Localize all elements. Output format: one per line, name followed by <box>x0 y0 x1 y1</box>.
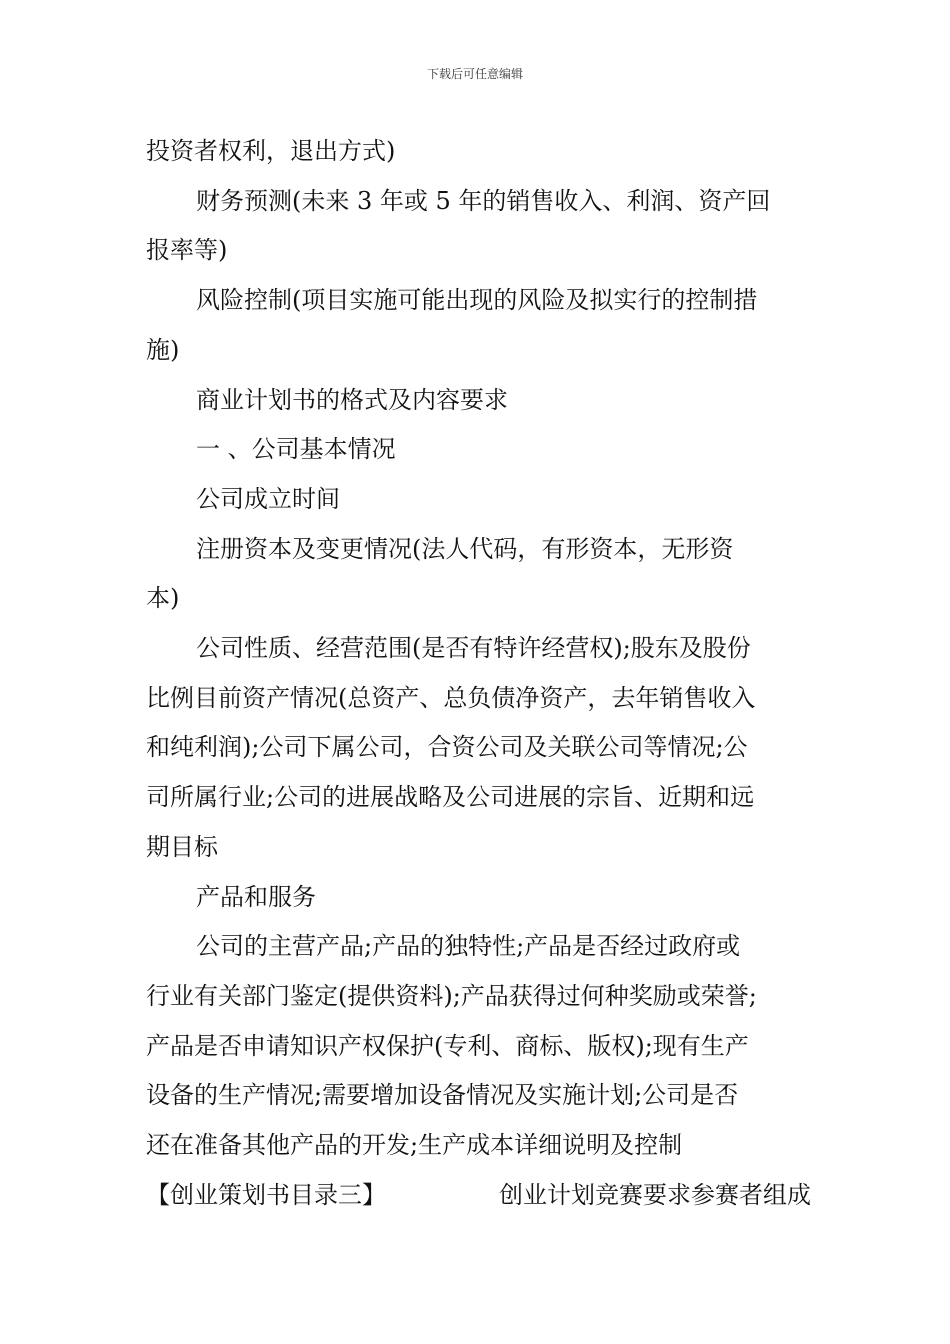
text-line: 比例目前资产情况(总资产、总负债净资产，去年销售收入 <box>146 683 756 712</box>
text-line: 公司成立时间 <box>196 484 340 513</box>
text-line: 公司性质、经营范围(是否有特许经营权);股东及股份 <box>196 634 751 663</box>
text-line: 还在准备其他产品的开发;生产成本详细说明及控制 <box>146 1131 683 1160</box>
section-intro-text: 创业计划竞赛要求参赛者组成 <box>499 1180 811 1209</box>
text-line: 施) <box>146 335 180 364</box>
text-line: 投资者权利，退出方式) <box>146 137 396 165</box>
text-line: 期目标 <box>146 832 218 861</box>
text-line: 财务预测(未来 3 年或 5 年的销售收入、利润、资产回 <box>196 186 771 215</box>
document-body <box>146 127 811 1220</box>
text-line: 商业计划书的格式及内容要求 <box>196 385 508 414</box>
text-line: 设备的生产情况;需要增加设备情况及实施计划;公司是否 <box>146 1081 739 1110</box>
page-header-note: 下载后可任意编辑 <box>426 67 523 81</box>
text-line: 一 、公司基本情况 <box>196 435 396 464</box>
text-line: 和纯利润);公司下属公司，合资公司及关联公司等情况;公 <box>146 733 748 762</box>
text-line: 报率等) <box>146 236 228 265</box>
text-line: 注册资本及变更情况(法人代码，有形资本，无形资 <box>196 534 734 563</box>
section-title: 【创业策划书目录三】 <box>146 1180 386 1209</box>
text-line: 产品是否申请知识产权保护(专利、商标、版权);现有生产 <box>146 1031 749 1060</box>
text-line: 风险控制(项目实施可能出现的风险及拟实行的控制措 <box>196 286 758 315</box>
text-line: 行业有关部门鉴定(提供资料);产品获得过何种奖励或荣誉; <box>146 981 757 1010</box>
text-line: 本) <box>146 584 180 613</box>
text-line: 公司的主营产品;产品的独特性;产品是否经过政府或 <box>196 932 741 961</box>
text-line: 司所属行业;公司的进展战略及公司进展的宗旨、近期和远 <box>146 783 755 812</box>
text-line: 产品和服务 <box>196 882 316 911</box>
section-heading-line <box>146 1171 811 1221</box>
